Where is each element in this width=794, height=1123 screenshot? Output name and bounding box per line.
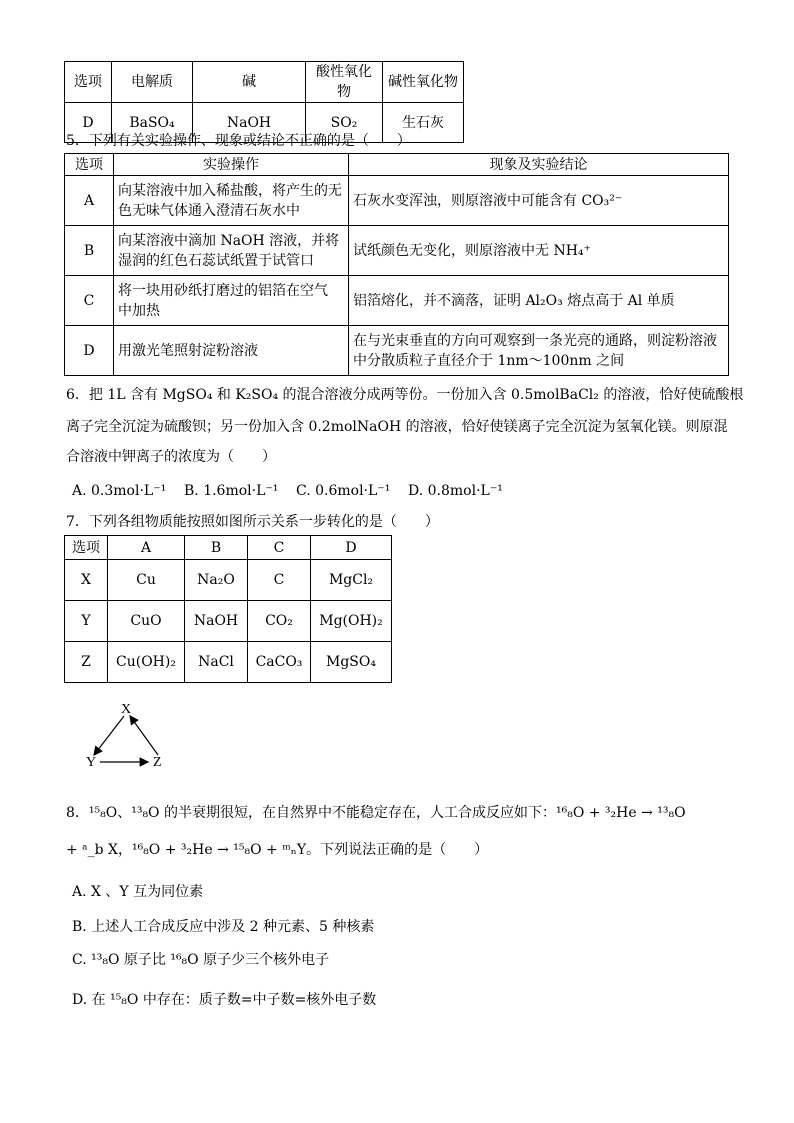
q6-option-a: A. 0.3mol·L⁻¹ xyxy=(72,483,167,499)
q7-cell: Mg(OH)₂ xyxy=(311,601,392,642)
q7-table xyxy=(64,535,392,683)
q7-cell: CaCO₃ xyxy=(248,642,311,683)
q7-row-label: Y xyxy=(65,601,108,642)
top-table-cell: D xyxy=(65,103,112,143)
top-table-cell: 生石灰 xyxy=(383,103,464,143)
q8-line2: + ᵃ_b X，¹⁶₈O + ³₂He → ¹⁵₈O + ᵐₙY。下列说法正确的是（ ） xyxy=(66,842,489,858)
q8-option-d: D. 在 ¹⁵₈O 中存在：质子数=中子数=核外电子数 xyxy=(72,992,377,1008)
q7-cell: Na₂O xyxy=(185,560,248,601)
top-table-header: 酸性氧化物 xyxy=(306,62,383,103)
q6-line3: 合溶液中钾离子的浓度为（ ） xyxy=(66,449,276,465)
q5-result: 铝箔熔化，并不滴落，证明 Al₂O₃ 熔点高于 Al 单质 xyxy=(349,276,729,326)
q7-header: D xyxy=(311,536,392,560)
q7-cell: CO₂ xyxy=(248,601,311,642)
q7-header: C xyxy=(248,536,311,560)
q5-header: 选项 xyxy=(65,154,114,176)
q7-cell: NaCl xyxy=(185,642,248,683)
q5-option: D xyxy=(65,326,114,376)
arrow-x-to-y xyxy=(94,716,124,755)
q7-cell: Cu(OH)₂ xyxy=(108,642,185,683)
q6-line1: 6．把 1L 含有 MgSO₄ 和 K₂SO₄ 的混合溶液分成两等份。一份加入含 0.5molBaCl₂ 的溶液，恰好使硫酸根 xyxy=(66,387,744,403)
q8-option-c: C. ¹³₈O 原子比 ¹⁶₈O 原子少三个核外电子 xyxy=(72,952,330,968)
q7-cell: CuO xyxy=(108,601,185,642)
q7-stem: 7．下列各组物质能按照如图所示关系一步转化的是（ ） xyxy=(66,514,439,530)
q5-stem: 5．下列有关实验操作、现象或结论不正确的是（ ） xyxy=(66,133,411,149)
top-table-cell: SO₂ xyxy=(306,103,383,143)
q6-option-b: B. 1.6mol·L⁻¹ xyxy=(184,483,279,499)
q7-cell: C xyxy=(248,560,311,601)
q5-operation: 向某溶液中加入稀盐酸，将产生的无 色无味气体通入澄清石灰水中 xyxy=(114,176,349,226)
q5-option: A xyxy=(65,176,114,226)
q5-operation: 用激光笔照射淀粉溶液 xyxy=(114,326,349,376)
q7-cell: NaOH xyxy=(185,601,248,642)
q8-option-b: B. 上述人工合成反应中涉及 2 种元素、5 种核素 xyxy=(72,919,375,935)
q5-operation: 将一块用砂纸打磨过的铝箔在空气 中加热 xyxy=(114,276,349,326)
q5-option: C xyxy=(65,276,114,326)
q5-header: 现象及实验结论 xyxy=(349,154,729,176)
q8-line1: 8．¹⁵₈O、¹³₈O 的半衰期很短，在自然界中不能稳定存在，人工合成反应如下：¹⁶₈O + ³₂He → ¹³₈O xyxy=(66,805,686,821)
top-table-header: 碱 xyxy=(193,62,306,103)
q5-header: 实验操作 xyxy=(114,154,349,176)
q7-header: B xyxy=(185,536,248,560)
q6-option-d: D. 0.8mol·L⁻¹ xyxy=(408,483,503,499)
q7-cell: Cu xyxy=(108,560,185,601)
diagram-z: Z xyxy=(153,755,162,770)
diagram-x: X xyxy=(121,702,132,717)
q5-operation: 向某溶液中滴加 NaOH 溶液，并将 湿润的红色石蕊试纸置于试管口 xyxy=(114,226,349,276)
q5-result: 在与光束垂直的方向可观察到一条光亮的通路，则淀粉溶液 中分散质粒子直径介于 1nm～100nm 之间 xyxy=(349,326,729,376)
q7-cell: MgSO₄ xyxy=(311,642,392,683)
top-table-header: 选项 xyxy=(65,62,112,103)
top-table-cell: NaOH xyxy=(193,103,306,143)
q8-option-a: A. X 、Y 互为同位素 xyxy=(72,884,204,900)
q7-row-label: X xyxy=(65,560,108,601)
top-table-cell: BaSO₄ xyxy=(112,103,193,143)
diagram-y: Y xyxy=(86,755,97,770)
q5-option: B xyxy=(65,226,114,276)
q7-header: 选项 xyxy=(65,536,108,560)
q6-option-c: C. 0.6mol·L⁻¹ xyxy=(296,483,391,499)
arrow-z-to-x xyxy=(130,716,158,755)
q5-table xyxy=(64,153,729,376)
q6-line2: 离子完全沉淀为硫酸钡；另一份加入含 0.2molNaOH 的溶液，恰好使镁离子完全沉淀为氢氧化镁。则原混 xyxy=(66,419,728,435)
q7-cell: MgCl₂ xyxy=(311,560,392,601)
q5-result: 试纸颜色无变化，则原溶液中无 NH₄⁺ xyxy=(349,226,729,276)
q7-header: A xyxy=(108,536,185,560)
q7-row-label: Z xyxy=(65,642,108,683)
top-table-header: 碱性氧化物 xyxy=(383,62,464,103)
q5-result: 石灰水变浑浊，则原溶液中可能含有 CO₃²⁻ xyxy=(349,176,729,226)
top-table-header: 电解质 xyxy=(112,62,193,103)
